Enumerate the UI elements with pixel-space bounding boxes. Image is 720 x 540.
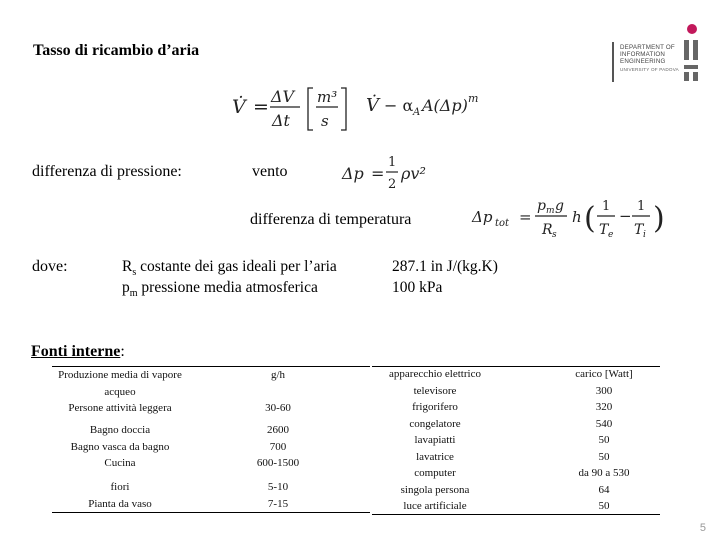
table-row: [52, 400, 188, 417]
table-cell: 50: [598, 500, 610, 512]
table-cell: lavatrice: [416, 450, 454, 463]
table-cell: [238, 479, 318, 512]
table-border: [52, 512, 370, 513]
formula-numerator: g: [555, 198, 564, 214]
pm-description: pressione media atmosferica: [141, 279, 318, 296]
temperature-formula: [470, 190, 670, 242]
rs-definition: [122, 258, 337, 278]
table-cell: 2600: [267, 424, 289, 436]
formula-numerator: ΔV: [271, 87, 295, 106]
table-cell: g/h: [270, 369, 286, 381]
formula-symbol: Δp: [472, 208, 493, 226]
table-cell: lavapiatti: [414, 434, 456, 446]
logo-line: UNIVERSITY OF PADOVA: [620, 66, 679, 72]
table-cell: congelatore: [409, 417, 461, 430]
formula-denominator: R: [542, 222, 553, 238]
formula-subscript: s: [552, 230, 557, 240]
table-cell: luce artificiale: [403, 500, 467, 512]
rs-value: 287.1 in J/(kg.K): [392, 258, 498, 275]
table-cell: 540: [595, 417, 613, 430]
table-cell: fiori: [110, 481, 130, 493]
table-cell: televisore: [413, 384, 457, 397]
formula-subscript: tot: [495, 218, 510, 229]
pm-value: 100 kPa: [392, 279, 443, 296]
formula-denominator: T: [634, 222, 644, 238]
formula-numerator: 1: [637, 199, 646, 214]
logo-line: ENGINEERING: [620, 58, 666, 66]
table-cell: 300: [595, 384, 613, 397]
formula-numerator: p: [537, 198, 546, 214]
formula-numerator: 1: [602, 199, 611, 214]
table-cell: 50: [598, 450, 610, 463]
table-cell: 30-60: [265, 402, 291, 414]
wind-label: vento: [252, 163, 288, 180]
formula-operator: =: [519, 208, 532, 226]
formula-denominator: 2: [388, 177, 397, 192]
appliance-load-column: [548, 366, 660, 515]
formula-numerator: 1: [388, 155, 397, 170]
table-cell: 7-15: [267, 497, 289, 510]
formula-subscript: m: [546, 206, 555, 216]
formula-paren: (: [584, 201, 596, 236]
table-row: [52, 422, 188, 472]
formula-operator: −: [619, 207, 632, 225]
table-row: [52, 479, 188, 512]
logo-divider: [612, 42, 614, 82]
formula-subscript: i: [643, 230, 646, 240]
formula-denominator: T: [599, 222, 609, 238]
appliance-name-column: [372, 366, 498, 515]
table-cell: Bagno doccia: [89, 424, 151, 436]
formula-term: A(Δp): [422, 96, 468, 115]
formula-symbol: V̇: [232, 96, 246, 118]
rs-description: costante dei gas ideali per l’aria: [140, 258, 337, 275]
formula-term: h: [572, 208, 582, 226]
formula-paren: ): [653, 201, 665, 236]
internal-sources-text: Fonti interne: [31, 343, 121, 360]
table-cell: [238, 422, 318, 472]
pm-symbol: p: [122, 279, 130, 296]
table-cell: singola persona: [400, 483, 470, 496]
temperature-difference-label: differenza di temperatura: [250, 211, 412, 228]
table-cell: 700: [269, 440, 287, 453]
logo-line: DEPARTMENT OF: [620, 44, 675, 51]
university-emblem-icon: [680, 22, 702, 82]
table-cell: 50: [598, 434, 610, 446]
logo-line: INFORMATION: [620, 51, 666, 59]
page-number: 5: [699, 522, 706, 534]
formula-operator: − α: [384, 96, 414, 115]
table-cell: da 90 a 530: [578, 467, 630, 479]
table-cell: frigorifero: [412, 401, 458, 413]
table-cell: apparecchio elettrico: [389, 368, 481, 380]
rs-subscript: s: [132, 267, 137, 279]
flow-rate-formula: [228, 80, 490, 136]
formula-subscript: A: [413, 107, 421, 118]
table-cell: carico [Watt]: [575, 368, 633, 380]
table-cell: Cucina: [104, 457, 136, 469]
formula-superscript: m: [468, 92, 479, 105]
table-cell: acqueo: [104, 385, 136, 398]
university-logo: [612, 22, 702, 82]
rs-symbol: R: [122, 258, 133, 275]
pressure-difference-label: differenza di pressione:: [32, 163, 182, 180]
table-cell: 5-10: [267, 481, 289, 493]
table-cell: 64: [598, 483, 610, 496]
formula-subscript: e: [608, 230, 614, 240]
table-cell: 320: [595, 401, 613, 413]
pm-definition: [122, 279, 318, 299]
logo-text: [620, 44, 679, 73]
where-label: dove:: [32, 258, 68, 275]
pm-subscript: m: [129, 288, 138, 300]
formula-operator: =: [371, 164, 385, 183]
table-cell: 600-1500: [256, 457, 300, 469]
formula-symbol: V̇: [366, 95, 379, 116]
slide-title: Tasso di ricambio d’aria: [33, 42, 200, 59]
table-cell: Bagno vasca da bagno: [70, 440, 170, 453]
internal-sources-heading: [31, 343, 125, 361]
table-row: [52, 367, 188, 400]
table-cell: Pianta da vaso: [88, 497, 152, 510]
formula-denominator: Δt: [272, 111, 290, 130]
table-cell: computer: [414, 467, 456, 479]
formula-unit-denominator: s: [321, 112, 329, 130]
formula-symbol: Δp: [342, 164, 364, 183]
wind-formula: [340, 148, 440, 198]
table-cell: Persone attività leggera: [68, 402, 172, 414]
formula-term: ρv²: [401, 164, 426, 183]
formula-unit-numerator: m³: [317, 88, 338, 106]
formula-operator: =: [253, 96, 269, 118]
internal-sources-colon: :: [120, 343, 125, 360]
table-cell: Produzione media di vapore: [58, 369, 182, 381]
